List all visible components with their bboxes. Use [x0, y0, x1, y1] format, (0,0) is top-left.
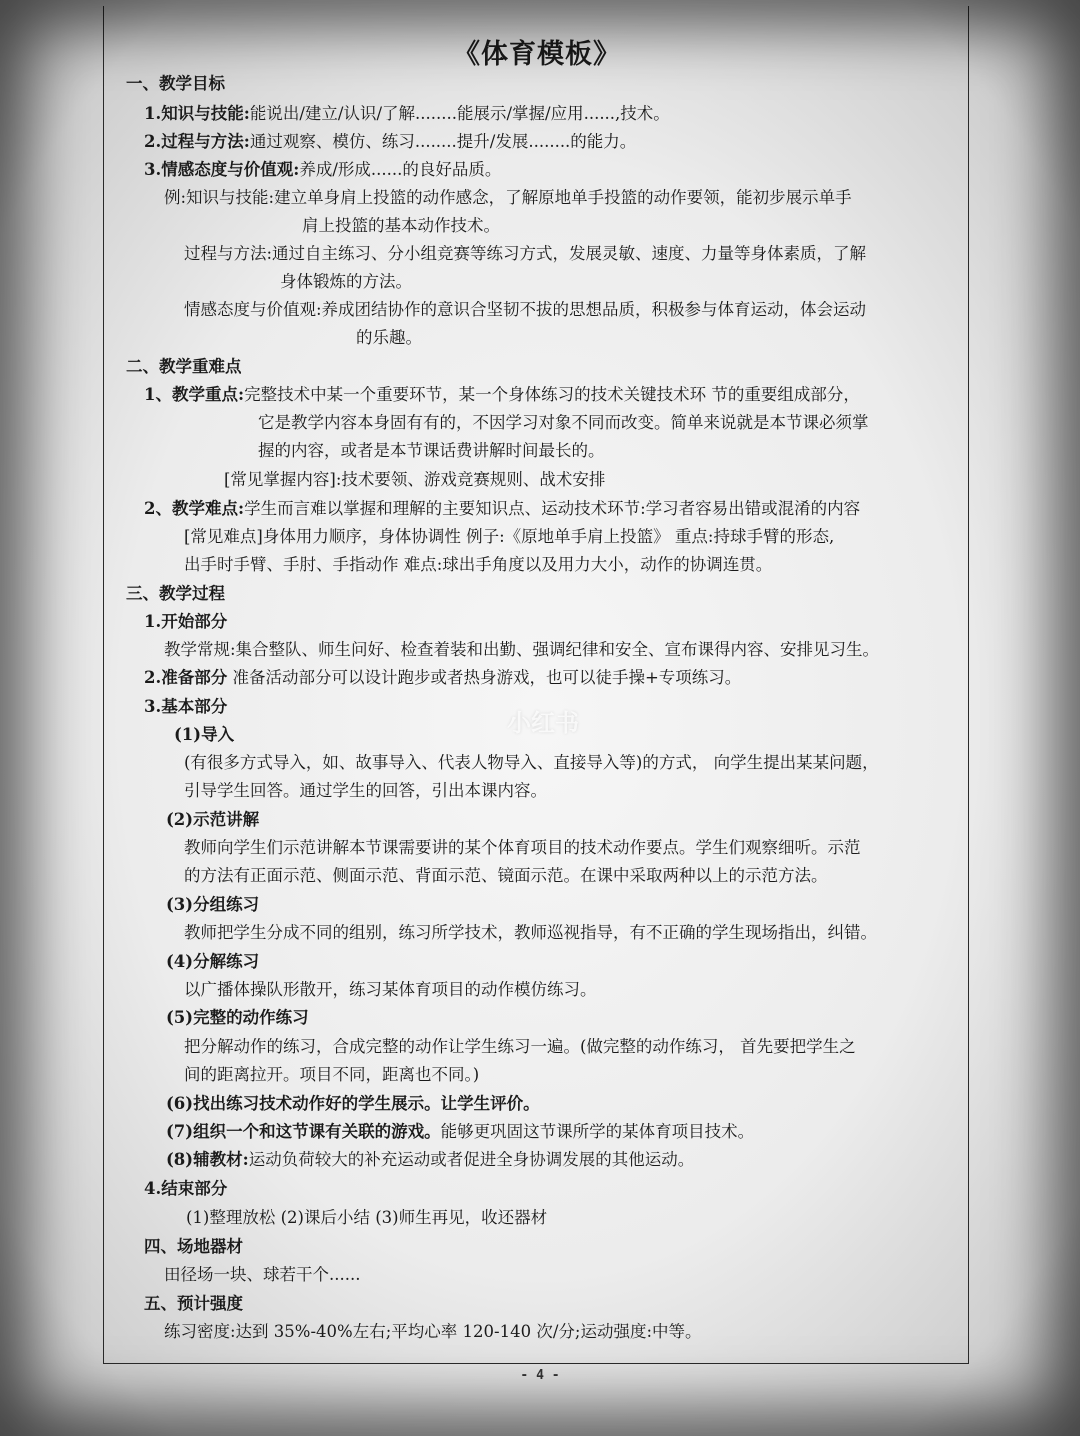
- step-group-text: 教师把学生分成不同的组别，练习所学技术，教师巡视指导，有不正确的学生现场指出，纠错。: [184, 923, 877, 942]
- step-supplement: (8)辅教材:运动负荷较大的补充运动或者促进全身协调发展的其他运动。: [166, 1150, 695, 1169]
- step-intro-line1: (有很多方式导入，如、故事导入、代表人物导入、直接导入等)的方式， 向学生提出某某问题，: [184, 753, 879, 772]
- step-group-label: (3)分组练习: [166, 895, 260, 914]
- intensity-text: 练习密度:达到 35%-40%左右;平均心率 120-140 次/分;运动强度:中等。: [164, 1322, 702, 1341]
- section-heading-process: 三、教学过程: [126, 584, 225, 603]
- step-demo-line2: 的方法有正面示范、侧面示范、背面示范、镜面示范。在课中采取两种以上的示范方法。: [184, 866, 828, 885]
- goal-process: 2.过程与方法:通过观察、模仿、练习........提升/发展........的能力。: [144, 132, 637, 151]
- example-attitude-line2: 的乐趣。: [356, 328, 422, 347]
- step-full-line1: 把分解动作的练习，合成完整的动作让学生练习一遍。(做完整的动作练习， 首先要把学生之: [184, 1037, 856, 1056]
- part-prep: 2.准备部分 准备活动部分可以设计跑步或者热身游戏，也可以徒手操+专项练习。: [144, 668, 742, 687]
- goal-knowledge: 1.知识与技能:能说出/建立/认识/了解........能展示/掌握/应用......,技术。: [144, 104, 670, 123]
- example-process-line2: 身体锻炼的方法。: [280, 272, 412, 291]
- page-number: - 4 -: [520, 1368, 560, 1383]
- step-split-label: (4)分解练习: [166, 952, 260, 971]
- goal-attitude: 3.情感态度与价值观:养成/形成......的良好品质。: [144, 160, 502, 179]
- part-start-text: 教学常规:集合整队、师生问好、检查着装和出勤、强调纪律和安全、宣布课得内容、安排见习生。: [164, 640, 880, 659]
- key-point-line1: 1、教学重点:完整技术中某一个重要环节，某一个身体练习的技术关键技术环 节的重要组成部分，: [144, 385, 860, 404]
- step-intro-line2: 引导学生回答。通过学生的回答，引出本课内容。: [184, 781, 547, 800]
- step-intro-label: (1)导入: [174, 725, 235, 744]
- key-point-line2: 它是教学内容本身固有有的，不因学习对象不同而改变。简单来说就是本节课必须掌: [258, 413, 869, 432]
- section-heading-key-points: 二、教学重难点: [126, 357, 242, 376]
- step-game: (7)组织一个和这节课有关联的游戏。能够更巩固这节课所学的某体育项目技术。: [166, 1122, 755, 1141]
- difficulty-line2: [常见难点]身体用力顺序，身体协调性 例子:《原地单手肩上投篮》 重点:持球手臂的形态,: [184, 527, 835, 546]
- step-full-label: (5)完整的动作练习: [166, 1008, 309, 1027]
- equipment-text: 田径场一块、球若干个......: [164, 1265, 361, 1284]
- part-end-text: (1)整理放松 (2)课后小结 (3)师生再见，收还器材: [186, 1208, 548, 1227]
- section-heading-equipment: 四、场地器材: [144, 1237, 243, 1256]
- example-process-line1: 过程与方法:通过自主练习、分小组竞赛等练习方式，发展灵敏、速度、力量等身体素质，了解: [184, 244, 867, 263]
- part-start-label: 1.开始部分: [144, 612, 228, 631]
- example-knowledge-line2: 肩上投篮的基本动作技术。: [302, 216, 500, 235]
- key-point-common: [常见掌握内容]:技术要领、游戏竞赛规则、战术安排: [224, 470, 606, 489]
- step-showcase: (6)找出练习技术动作好的学生展示。让学生评价。: [166, 1094, 540, 1113]
- step-demo-label: (2)示范讲解: [166, 810, 260, 829]
- key-point-line3: 握的内容，或者是本节课话费讲解时间最长的。: [258, 441, 605, 460]
- example-attitude-line1: 情感态度与价值观:养成团结协作的意识合坚韧不拔的思想品质，积极参与体育运动，体会运动: [184, 300, 867, 319]
- part-basic-label: 3.基本部分: [144, 697, 228, 716]
- watermark-logo: 小红书: [507, 709, 579, 737]
- difficulty-line3: 出手时手臂、手肘、手指动作 难点:球出手角度以及用力大小，动作的协调连贯。: [184, 555, 773, 574]
- difficulty-line1: 2、教学难点:学生而言难以掌握和理解的主要知识点、运动技术环节:学习者容易出错或混淆的内容: [144, 499, 861, 518]
- step-demo-line1: 教师向学生们示范讲解本节课需要讲的某个体育项目的技术动作要点。学生们观察细听。示范: [184, 838, 861, 857]
- section-heading-intensity: 五、预计强度: [144, 1294, 243, 1313]
- part-end-label: 4.结束部分: [144, 1179, 228, 1198]
- step-split-text: 以广播体操队形散开，练习某体育项目的动作模仿练习。: [184, 980, 597, 999]
- section-heading-goals: 一、教学目标: [126, 74, 225, 93]
- step-full-line2: 间的距离拉开。项目不同，距离也不同。): [184, 1065, 480, 1084]
- example-knowledge-line1: 例:知识与技能:建立单身肩上投篮的动作感念，了解原地单手投篮的动作要领，能初步展示单手: [164, 188, 852, 207]
- page-title: 《体育模板》: [453, 39, 621, 70]
